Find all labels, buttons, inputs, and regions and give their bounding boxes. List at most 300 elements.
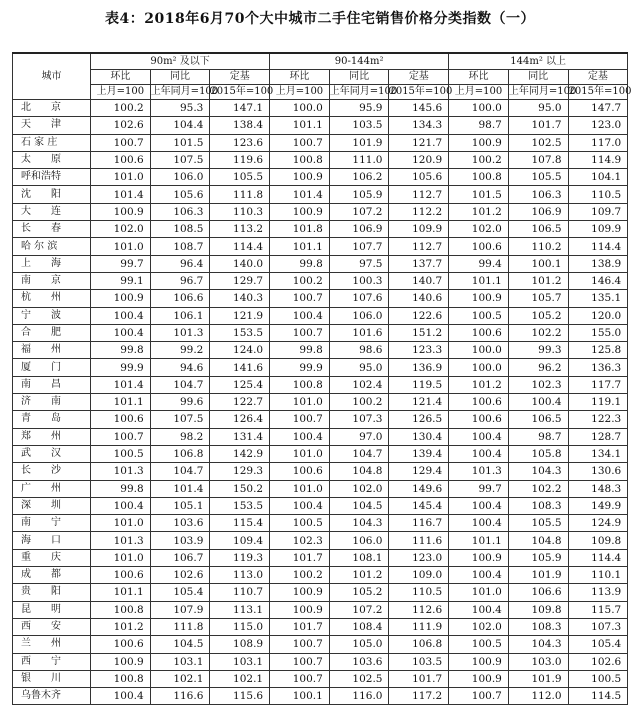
index-value-cell: 105.0: [329, 636, 389, 653]
index-value-cell: 105.7: [508, 290, 568, 307]
index-value-cell: 100.4: [270, 307, 330, 324]
index-value-cell: 107.9: [150, 601, 210, 618]
base-label: 上年同月=100: [508, 85, 568, 100]
index-value-cell: 108.3: [508, 497, 568, 514]
index-value-cell: 101.0: [270, 480, 330, 497]
index-value-cell: 100.7: [270, 290, 330, 307]
index-value-cell: 114.4: [568, 238, 628, 255]
index-value-cell: 101.9: [508, 670, 568, 687]
city-name-cell: 重 庆: [13, 549, 91, 566]
index-value-cell: 100.6: [449, 394, 509, 411]
index-value-cell: 101.3: [91, 463, 151, 480]
index-value-cell: 99.8: [91, 342, 151, 359]
index-value-cell: 149.6: [389, 480, 449, 497]
table-row: [13, 359, 628, 376]
index-value-cell: 111.6: [389, 532, 449, 549]
table-row: [13, 480, 628, 497]
index-value-cell: 121.4: [389, 394, 449, 411]
base-label: 上年同月=100: [150, 85, 210, 100]
index-value-cell: 100.3: [329, 272, 389, 289]
index-value-cell: 103.9: [150, 532, 210, 549]
index-value-cell: 121.7: [389, 134, 449, 151]
subcol-yoy: 同比: [508, 70, 568, 85]
index-value-cell: 100.4: [270, 428, 330, 445]
index-value-cell: 125.4: [210, 376, 270, 393]
index-value-cell: 100.6: [91, 151, 151, 168]
index-value-cell: 101.0: [91, 549, 151, 566]
index-value-cell: 102.3: [270, 532, 330, 549]
table-row: [13, 584, 628, 601]
index-value-cell: 100.9: [91, 653, 151, 670]
table-row: [13, 151, 628, 168]
city-name-cell: 南 京: [13, 272, 91, 289]
index-value-cell: 105.8: [508, 445, 568, 462]
index-value-cell: 100.5: [91, 445, 151, 462]
index-value-cell: 101.7: [270, 549, 330, 566]
index-value-cell: 100.2: [270, 272, 330, 289]
index-value-cell: 100.8: [270, 151, 330, 168]
table-row: [13, 688, 628, 705]
index-value-cell: 100.9: [449, 653, 509, 670]
index-value-cell: 112.2: [389, 203, 449, 220]
city-column-header: 城市: [13, 53, 91, 100]
index-value-cell: 123.6: [210, 134, 270, 151]
index-value-cell: 105.2: [508, 307, 568, 324]
index-value-cell: 140.7: [389, 272, 449, 289]
index-value-cell: 101.1: [270, 117, 330, 134]
index-value-cell: 104.1: [568, 169, 628, 186]
index-value-cell: 102.5: [329, 670, 389, 687]
index-value-cell: 128.7: [568, 428, 628, 445]
index-value-cell: 109.8: [508, 601, 568, 618]
index-value-cell: 100.7: [270, 653, 330, 670]
index-value-cell: 102.6: [91, 117, 151, 134]
index-value-cell: 105.1: [150, 497, 210, 514]
index-value-cell: 100.4: [91, 307, 151, 324]
subcol-mom: 环比: [449, 70, 509, 85]
index-value-cell: 100.2: [91, 100, 151, 117]
index-value-cell: 117.0: [568, 134, 628, 151]
index-value-cell: 100.4: [270, 497, 330, 514]
index-value-cell: 98.7: [449, 117, 509, 134]
index-value-cell: 107.6: [329, 290, 389, 307]
index-value-cell: 100.7: [270, 411, 330, 428]
index-value-cell: 101.1: [91, 394, 151, 411]
city-name-cell: 大 连: [13, 203, 91, 220]
index-value-cell: 100.9: [449, 670, 509, 687]
index-value-cell: 97.0: [329, 428, 389, 445]
index-value-cell: 106.7: [150, 549, 210, 566]
index-value-cell: 99.1: [91, 272, 151, 289]
index-value-cell: 105.5: [210, 169, 270, 186]
index-value-cell: 105.9: [329, 186, 389, 203]
index-value-cell: 101.9: [329, 134, 389, 151]
index-value-cell: 105.6: [150, 186, 210, 203]
index-value-cell: 100.1: [270, 688, 330, 705]
index-value-cell: 100.5: [270, 515, 330, 532]
index-value-cell: 100.6: [91, 411, 151, 428]
index-value-cell: 103.0: [508, 653, 568, 670]
index-value-cell: 136.3: [568, 359, 628, 376]
index-value-cell: 104.8: [329, 463, 389, 480]
index-value-cell: 111.8: [150, 618, 210, 635]
index-value-cell: 100.9: [449, 549, 509, 566]
index-value-cell: 100.6: [449, 324, 509, 341]
index-value-cell: 135.1: [568, 290, 628, 307]
index-value-cell: 100.9: [270, 584, 330, 601]
index-value-cell: 101.2: [449, 376, 509, 393]
index-value-cell: 107.5: [150, 151, 210, 168]
index-value-cell: 145.4: [389, 497, 449, 514]
index-value-cell: 153.5: [210, 497, 270, 514]
index-value-cell: 101.0: [449, 584, 509, 601]
index-value-cell: 115.4: [210, 515, 270, 532]
index-value-cell: 111.8: [210, 186, 270, 203]
table-row: [13, 463, 628, 480]
index-value-cell: 105.2: [329, 584, 389, 601]
subcol-yoy: 同比: [329, 70, 389, 85]
table-row: [13, 549, 628, 566]
index-value-cell: 102.2: [508, 480, 568, 497]
index-value-cell: 108.7: [150, 238, 210, 255]
index-value-cell: 146.4: [568, 272, 628, 289]
index-value-cell: 100.6: [91, 636, 151, 653]
index-value-cell: 106.8: [150, 445, 210, 462]
index-value-cell: 147.7: [568, 100, 628, 117]
index-value-cell: 101.2: [508, 272, 568, 289]
subcol-mom: 环比: [270, 70, 330, 85]
index-value-cell: 100.6: [449, 411, 509, 428]
index-value-cell: 99.6: [150, 394, 210, 411]
base-label: 上月=100: [91, 85, 151, 100]
index-value-cell: 122.7: [210, 394, 270, 411]
city-name-cell: 昆 明: [13, 601, 91, 618]
index-value-cell: 102.6: [568, 653, 628, 670]
table-row: [13, 221, 628, 238]
index-value-cell: 100.4: [91, 688, 151, 705]
index-value-cell: 100.9: [91, 203, 151, 220]
index-value-cell: 100.7: [91, 428, 151, 445]
city-name-cell: 深 圳: [13, 497, 91, 514]
city-name-cell: 太 原: [13, 151, 91, 168]
index-value-cell: 100.9: [270, 601, 330, 618]
index-value-cell: 147.1: [210, 100, 270, 117]
index-value-cell: 106.0: [329, 532, 389, 549]
index-value-cell: 117.2: [389, 688, 449, 705]
city-name-cell: 石 家 庄: [13, 134, 91, 151]
index-value-cell: 96.2: [508, 359, 568, 376]
index-value-cell: 100.0: [449, 342, 509, 359]
index-value-cell: 99.8: [270, 342, 330, 359]
index-value-cell: 106.1: [150, 307, 210, 324]
index-value-cell: 109.8: [568, 532, 628, 549]
index-value-cell: 99.8: [270, 255, 330, 272]
index-value-cell: 134.1: [568, 445, 628, 462]
index-value-cell: 115.6: [210, 688, 270, 705]
index-value-cell: 102.0: [449, 618, 509, 635]
index-value-cell: 106.8: [389, 636, 449, 653]
index-value-cell: 151.2: [389, 324, 449, 341]
index-value-cell: 101.0: [91, 169, 151, 186]
index-value-cell: 101.4: [91, 186, 151, 203]
table-row: [13, 342, 628, 359]
index-value-cell: 99.9: [91, 359, 151, 376]
index-value-cell: 139.4: [389, 445, 449, 462]
table-row: [13, 653, 628, 670]
index-value-cell: 134.3: [389, 117, 449, 134]
city-name-cell: 南 昌: [13, 376, 91, 393]
index-value-cell: 101.9: [508, 567, 568, 584]
index-value-cell: 129.4: [389, 463, 449, 480]
index-value-cell: 105.5: [508, 169, 568, 186]
index-value-cell: 111.0: [329, 151, 389, 168]
table-row: [13, 394, 628, 411]
index-value-cell: 100.0: [449, 100, 509, 117]
city-name-cell: 厦 门: [13, 359, 91, 376]
table-row: [13, 117, 628, 134]
city-name-cell: 西 宁: [13, 653, 91, 670]
index-value-cell: 96.7: [150, 272, 210, 289]
index-value-cell: 102.3: [508, 376, 568, 393]
index-value-cell: 99.2: [150, 342, 210, 359]
index-value-cell: 119.1: [568, 394, 628, 411]
city-name-cell: 广 州: [13, 480, 91, 497]
index-value-cell: 107.2: [329, 203, 389, 220]
table-row: [13, 203, 628, 220]
index-value-cell: 101.5: [150, 134, 210, 151]
city-name-cell: 郑 州: [13, 428, 91, 445]
index-value-cell: 117.7: [568, 376, 628, 393]
index-value-cell: 155.0: [568, 324, 628, 341]
table-row: [13, 411, 628, 428]
index-value-cell: 114.4: [210, 238, 270, 255]
index-value-cell: 115.7: [568, 601, 628, 618]
index-value-cell: 113.2: [210, 221, 270, 238]
index-value-cell: 100.9: [91, 290, 151, 307]
index-value-cell: 104.8: [508, 532, 568, 549]
table-row: [13, 428, 628, 445]
city-name-cell: 济 南: [13, 394, 91, 411]
table-row: [13, 169, 628, 186]
index-value-cell: 121.9: [210, 307, 270, 324]
index-value-cell: 111.9: [389, 618, 449, 635]
index-value-cell: 101.0: [91, 515, 151, 532]
index-value-cell: 100.7: [270, 134, 330, 151]
index-value-cell: 141.6: [210, 359, 270, 376]
index-value-cell: 101.7: [508, 117, 568, 134]
city-name-cell: 北 京: [13, 100, 91, 117]
index-value-cell: 112.0: [508, 688, 568, 705]
subcol-mom: 环比: [91, 70, 151, 85]
index-value-cell: 100.9: [449, 290, 509, 307]
group-header-small: 90m² 及以下: [91, 53, 270, 70]
index-value-cell: 100.9: [449, 134, 509, 151]
subcol-yoy: 同比: [150, 70, 210, 85]
index-value-cell: 126.4: [210, 411, 270, 428]
index-value-cell: 100.9: [270, 203, 330, 220]
index-value-cell: 100.4: [508, 394, 568, 411]
index-value-cell: 142.9: [210, 445, 270, 462]
index-value-cell: 99.7: [91, 255, 151, 272]
city-name-cell: 沈 阳: [13, 186, 91, 203]
index-value-cell: 125.8: [568, 342, 628, 359]
index-value-cell: 100.7: [270, 670, 330, 687]
index-value-cell: 130.4: [389, 428, 449, 445]
index-value-cell: 103.1: [150, 653, 210, 670]
index-value-cell: 102.6: [150, 567, 210, 584]
index-value-cell: 120.0: [568, 307, 628, 324]
index-value-cell: 114.4: [568, 549, 628, 566]
index-value-cell: 100.8: [91, 670, 151, 687]
index-value-cell: 100.7: [270, 636, 330, 653]
base-label: 2015年=100: [210, 85, 270, 100]
index-value-cell: 107.3: [329, 411, 389, 428]
index-value-cell: 104.5: [329, 497, 389, 514]
index-value-cell: 99.4: [449, 255, 509, 272]
index-value-cell: 119.3: [210, 549, 270, 566]
index-value-cell: 100.1: [508, 255, 568, 272]
index-value-cell: 100.5: [449, 307, 509, 324]
index-value-cell: 108.3: [508, 618, 568, 635]
city-name-cell: 武 汉: [13, 445, 91, 462]
index-value-cell: 100.5: [449, 636, 509, 653]
index-value-cell: 116.7: [389, 515, 449, 532]
city-name-cell: 海 口: [13, 532, 91, 549]
index-value-cell: 104.4: [150, 117, 210, 134]
index-value-cell: 101.7: [389, 670, 449, 687]
index-value-cell: 138.4: [210, 117, 270, 134]
index-value-cell: 105.5: [508, 515, 568, 532]
table-row: [13, 290, 628, 307]
index-value-cell: 100.2: [270, 567, 330, 584]
table-row: [13, 376, 628, 393]
index-value-cell: 95.0: [329, 359, 389, 376]
index-value-cell: 101.5: [449, 186, 509, 203]
index-value-cell: 110.3: [210, 203, 270, 220]
table-title: 表4：2018年6月70个大中城市二手住宅销售价格分类指数（一）: [105, 11, 535, 27]
index-value-cell: 109.4: [210, 532, 270, 549]
index-value-cell: 104.7: [150, 463, 210, 480]
index-value-cell: 100.2: [329, 394, 389, 411]
table-row: [13, 618, 628, 635]
price-index-table-container: [12, 52, 632, 705]
index-value-cell: 100.8: [449, 169, 509, 186]
city-name-cell: 天 津: [13, 117, 91, 134]
index-value-cell: 140.0: [210, 255, 270, 272]
index-value-cell: 101.2: [91, 618, 151, 635]
index-value-cell: 95.0: [508, 100, 568, 117]
index-value-cell: 99.8: [91, 480, 151, 497]
index-value-cell: 102.0: [329, 480, 389, 497]
index-value-cell: 124.0: [210, 342, 270, 359]
index-value-cell: 100.7: [270, 324, 330, 341]
index-value-cell: 101.8: [270, 221, 330, 238]
index-value-cell: 102.4: [329, 376, 389, 393]
index-value-cell: 101.4: [91, 376, 151, 393]
index-value-cell: 109.9: [568, 221, 628, 238]
index-value-cell: 107.2: [329, 601, 389, 618]
table-row: [13, 445, 628, 462]
table-row: [13, 307, 628, 324]
table-row: [13, 324, 628, 341]
index-value-cell: 101.6: [329, 324, 389, 341]
index-value-cell: 108.4: [329, 618, 389, 635]
table-body: [13, 100, 628, 705]
index-value-cell: 101.4: [270, 186, 330, 203]
index-value-cell: 119.5: [389, 376, 449, 393]
table-row: [13, 238, 628, 255]
city-name-cell: 银 川: [13, 670, 91, 687]
index-value-cell: 106.3: [150, 203, 210, 220]
index-value-cell: 123.0: [568, 117, 628, 134]
index-value-cell: 112.6: [389, 601, 449, 618]
index-value-cell: 106.0: [329, 307, 389, 324]
index-value-cell: 102.1: [150, 670, 210, 687]
group-header-large: 144m² 以上: [449, 53, 628, 70]
index-value-cell: 100.4: [91, 324, 151, 341]
index-value-cell: 101.1: [449, 272, 509, 289]
index-value-cell: 107.7: [329, 238, 389, 255]
city-name-cell: 西 安: [13, 618, 91, 635]
index-value-cell: 97.5: [329, 255, 389, 272]
index-value-cell: 112.7: [389, 238, 449, 255]
index-value-cell: 100.7: [91, 134, 151, 151]
base-label: 上月=100: [270, 85, 330, 100]
index-value-cell: 100.4: [449, 515, 509, 532]
index-value-cell: 107.8: [508, 151, 568, 168]
index-value-cell: 101.1: [270, 238, 330, 255]
index-value-cell: 103.6: [150, 515, 210, 532]
index-value-cell: 95.3: [150, 100, 210, 117]
table-row: [13, 532, 628, 549]
index-value-cell: 100.4: [449, 497, 509, 514]
index-value-cell: 108.9: [210, 636, 270, 653]
subcol-base: 定基: [389, 70, 449, 85]
index-value-cell: 145.6: [389, 100, 449, 117]
index-value-cell: 104.3: [508, 636, 568, 653]
index-value-cell: 106.9: [329, 221, 389, 238]
index-value-cell: 110.5: [389, 584, 449, 601]
index-value-cell: 103.1: [210, 653, 270, 670]
index-value-cell: 107.3: [568, 618, 628, 635]
index-value-cell: 101.2: [329, 567, 389, 584]
index-value-cell: 136.9: [389, 359, 449, 376]
index-value-cell: 122.6: [389, 307, 449, 324]
index-value-cell: 101.3: [150, 324, 210, 341]
index-value-cell: 100.8: [270, 376, 330, 393]
index-value-cell: 123.0: [389, 549, 449, 566]
index-value-cell: 129.3: [210, 463, 270, 480]
index-value-cell: 104.5: [150, 636, 210, 653]
index-value-cell: 108.5: [150, 221, 210, 238]
index-value-cell: 100.6: [91, 567, 151, 584]
table-row: [13, 636, 628, 653]
city-name-cell: 贵 阳: [13, 584, 91, 601]
table-row: [13, 670, 628, 687]
index-value-cell: 106.3: [508, 186, 568, 203]
index-value-cell: 106.5: [508, 221, 568, 238]
index-value-cell: 100.5: [568, 670, 628, 687]
group-header-medium: 90-144m²: [270, 53, 449, 70]
index-value-cell: 104.7: [150, 376, 210, 393]
index-value-cell: 110.7: [210, 584, 270, 601]
index-value-cell: 107.5: [150, 411, 210, 428]
city-name-cell: 呼和浩特: [13, 169, 91, 186]
subcol-base: 定基: [210, 70, 270, 85]
city-name-cell: 宁 波: [13, 307, 91, 324]
index-value-cell: 131.4: [210, 428, 270, 445]
index-value-cell: 114.9: [568, 151, 628, 168]
